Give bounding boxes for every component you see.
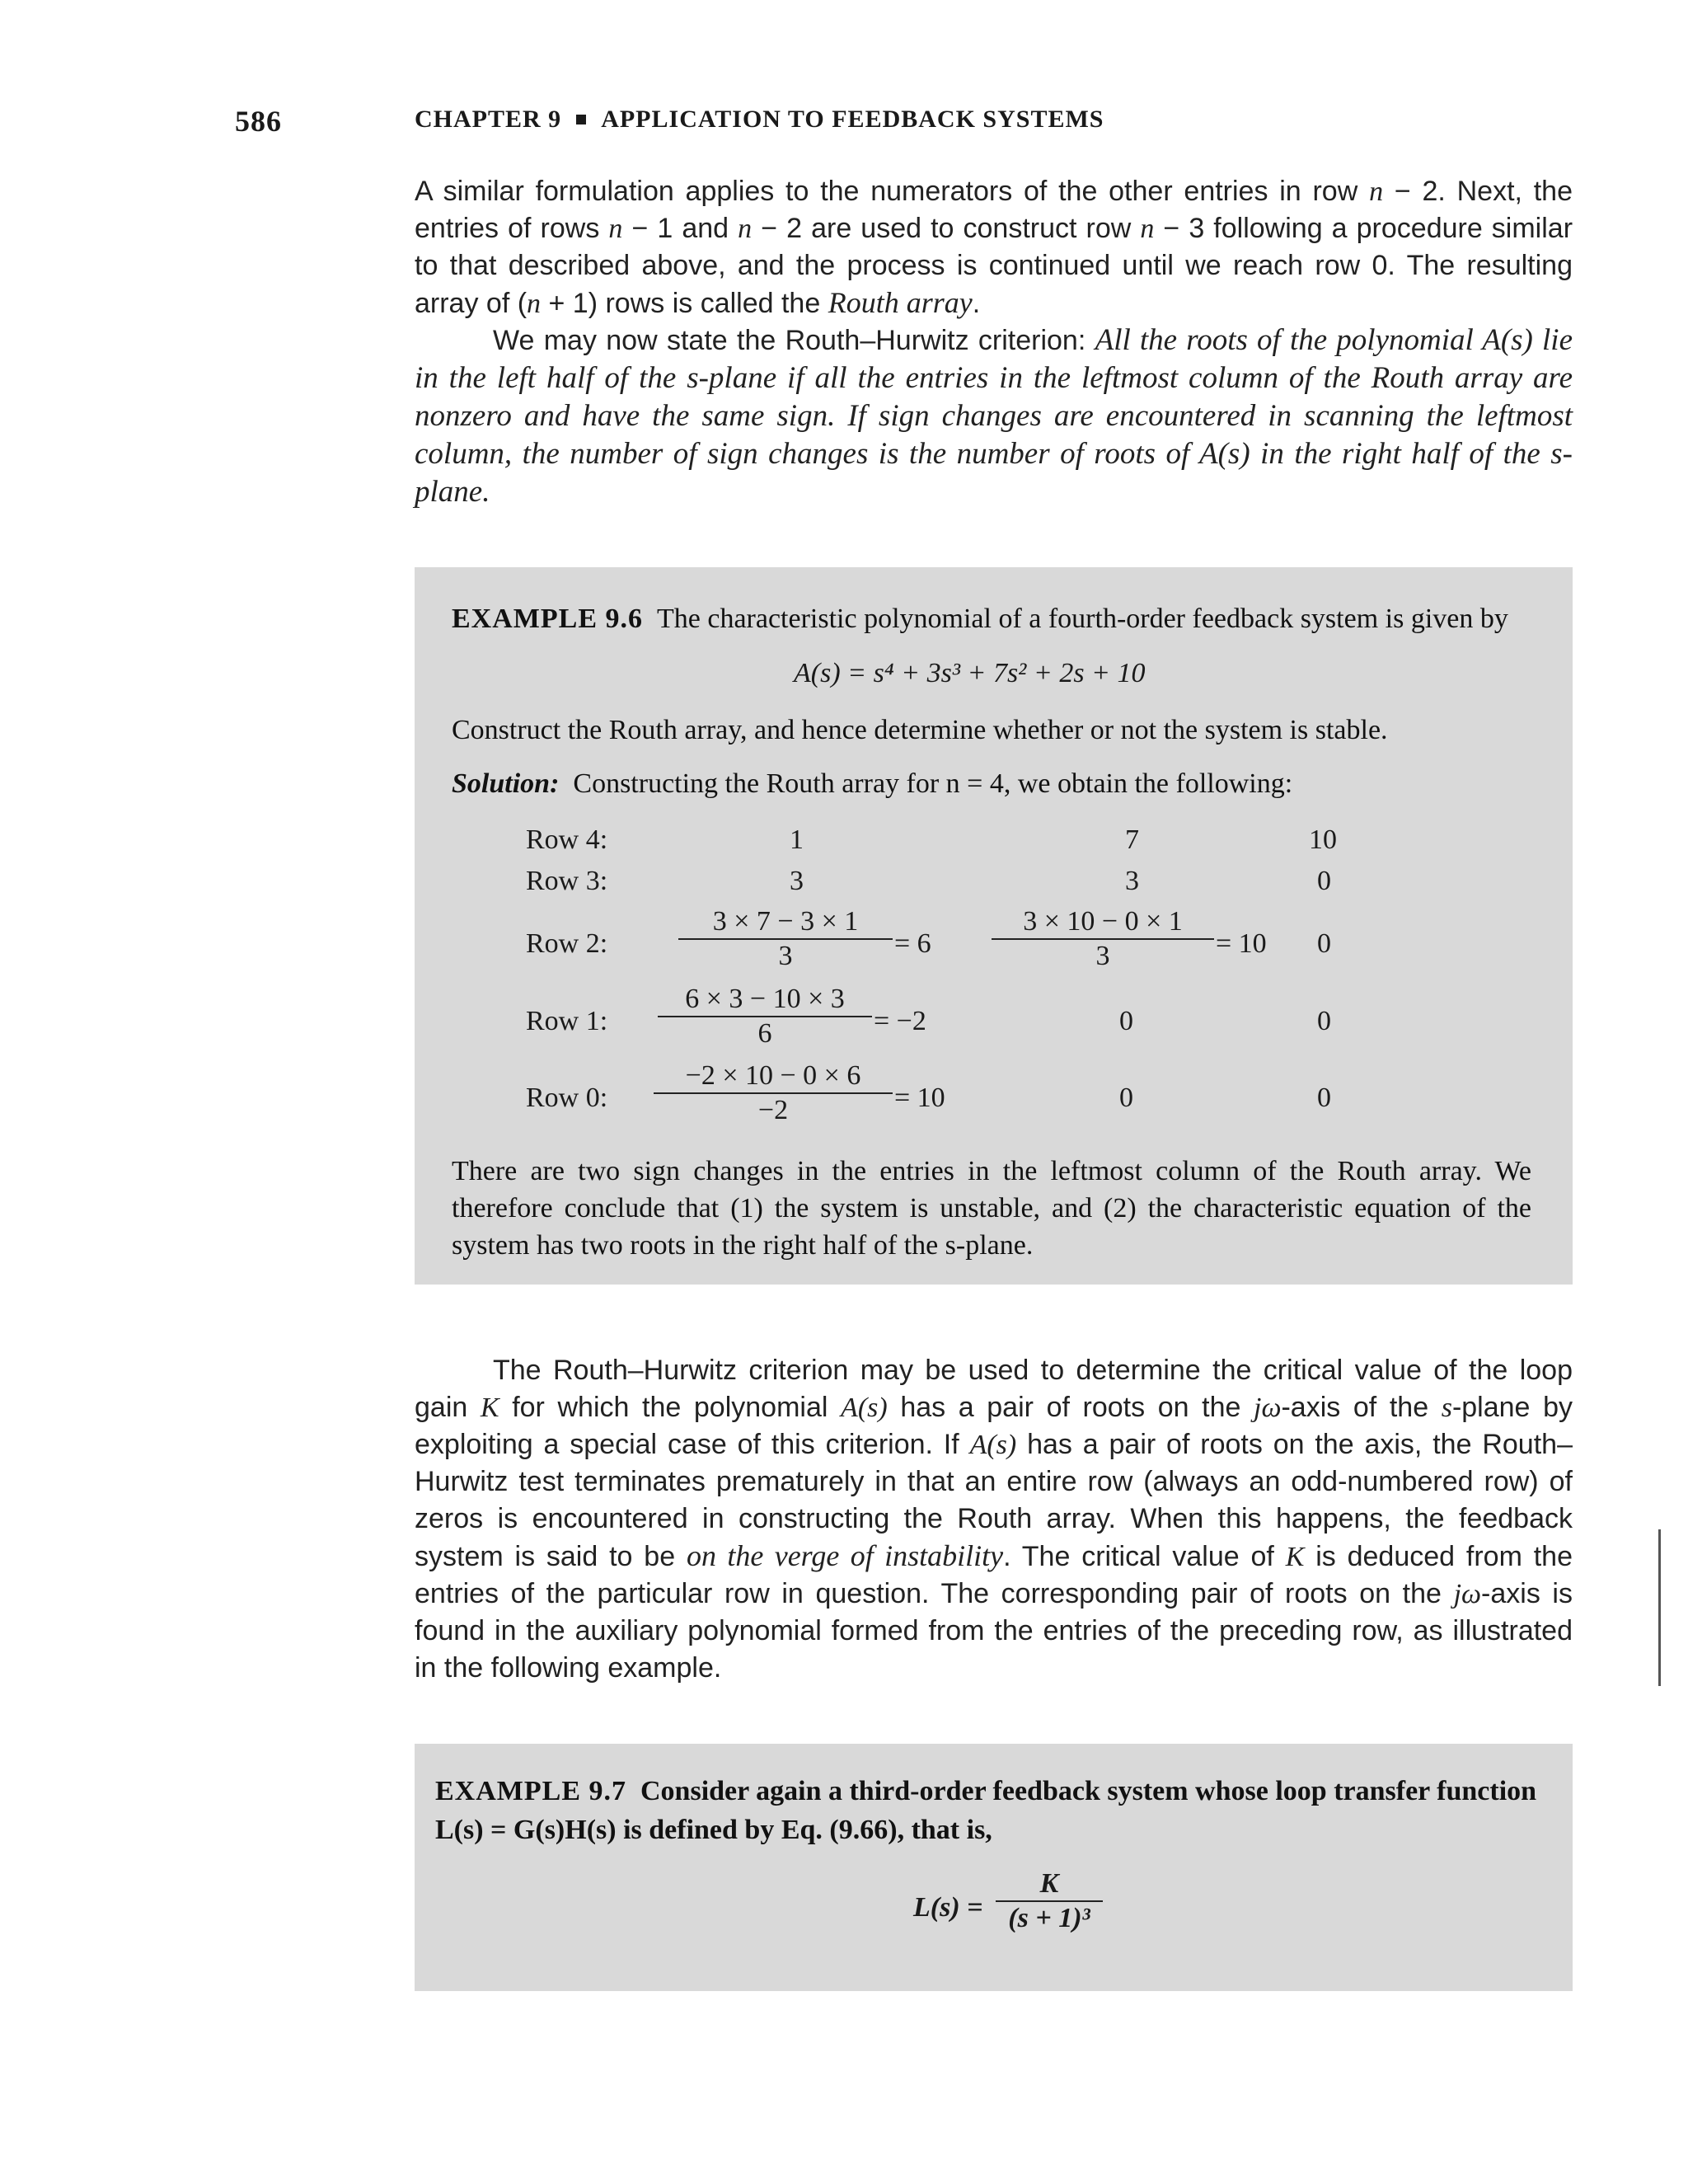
transfer-function-lhs: L(s) =: [913, 1892, 983, 1923]
paragraph-2: We may now state the Routh–Hurwitz criterion: All the roots of the polynomial A(s) lie in the left half of the s-plane if all the entries in the leftmost column of the Routh array are nonzero and have the same sign. If sign changes are encountered in scanning the leftmost column, the number of sign changes is the number of roots of A(s) in the right half of the s-plane.: [415, 323, 1573, 509]
row0-col1-fraction: $\frac{-2 \times 10 - 0 \times 6}{-2}$: [654, 1059, 893, 1127]
row2-col1-result: = 6: [894, 928, 931, 959]
solution-text: Constructing the Routh array for n = 4, we obtain the following:: [573, 768, 1293, 799]
example-9-7-box: [415, 1744, 1573, 1991]
bullet-separator: [576, 115, 586, 124]
example-9-6-intro: The characteristic polynomial of a fourth-order feedback system is given by: [657, 604, 1508, 634]
paragraph-1: A similar formulation applies to the numerators of the other entries in row n − 2. Next, the entries of rows n − 1 and n − 2 are used to construct row n − 3 following a procedure similar to that described above, and the process is continued until we reach row 0. The resulting array of (n + 1) rows is called the Routh array.: [415, 176, 1573, 319]
row3-col1: 3: [790, 866, 804, 896]
example-9-7-label: EXAMPLE 9.7: [435, 1776, 626, 1806]
row1-col3: 0: [1317, 1006, 1331, 1036]
polynomial: A(s) = s⁴ + 3s³ + 7s² + 2s + 10: [794, 658, 1146, 688]
row4-col1: 1: [790, 824, 804, 855]
row1-col1-result: = −2: [874, 1006, 926, 1036]
example-9-7-line1: Consider again a third-order feedback system whose loop transfer function: [640, 1776, 1537, 1806]
transfer-function-fraction: $\frac{K}{\text{(s + 1)³}}$: [996, 1867, 1103, 1935]
row-label: Row 3:: [526, 866, 608, 896]
page-number: 586: [235, 105, 282, 138]
row3-col3: 0: [1317, 866, 1331, 896]
row-label: Row 0:: [526, 1083, 608, 1113]
chapter-label: CHAPTER 9: [415, 106, 562, 133]
row3-col2: 3: [1125, 866, 1139, 896]
chapter-title: APPLICATION TO FEEDBACK SYSTEMS: [601, 106, 1104, 133]
example-9-6-conclusion: There are two sign changes in the entries in the leftmost column of the Routh array. We therefore conclude that (1) the system is unstable, and (2) the characteristic equation of the system has two roots in the right half of the s-plane.: [452, 1156, 1531, 1261]
paragraph-3: The Routh–Hurwitz criterion may be used to determine the critical value of the loop gain K for which the polynomial A(s) has a pair of roots on the jω-axis of the s-plane by exploiting a special case of this criterion. If A(s) has a pair of roots on the axis, the Routh–Hurwitz test terminates prematurely in that an entire row (always an odd-numbered row) of zeros is encountered in constructing the Routh array. When this happens, the feedback system is said to be on the verge of instability. The critical value of K is deduced from the entries of the particular row in question. The corresponding pair of roots on the jω-axis is found in the auxiliary polynomial formed from the entries of the preceding row, as illustrated in the following example.: [415, 1355, 1573, 1684]
row2-col2-result: = 10: [1216, 928, 1267, 959]
example-9-6-label: EXAMPLE 9.6: [452, 604, 643, 634]
row-label: Row 4:: [526, 824, 608, 855]
solution-label: Solution:: [452, 768, 560, 799]
row0-col1-result: = 10: [894, 1083, 945, 1113]
example-9-6-task: Construct the Routh array, and hence determine whether or not the system is stable.: [452, 715, 1388, 745]
example-9-7-line2: L(s) = G(s)H(s) is defined by Eq. (9.66), that is,: [435, 1815, 992, 1845]
scan-edge-line: [1658, 1529, 1661, 1686]
row1-col1-fraction: $\frac{6 \times 3 - 10 \times 3}{6}$: [658, 983, 872, 1050]
row0-col3: 0: [1317, 1083, 1331, 1113]
row1-col2: 0: [1119, 1006, 1133, 1036]
row4-col2: 7: [1125, 824, 1139, 855]
row4-col3: 10: [1309, 824, 1337, 855]
row2-col1-fraction: $\frac{3 \times 7 - 3 \times 1}{3}$: [678, 905, 893, 973]
row-label: Row 2:: [526, 928, 608, 959]
example-9-6-box: [415, 567, 1573, 1285]
row2-col2-fraction: $\frac{3 \times 10 - 0 \times 1}{3}$: [992, 905, 1214, 973]
row-label: Row 1:: [526, 1006, 608, 1036]
running-head: [415, 106, 1104, 134]
row0-col2: 0: [1119, 1083, 1133, 1113]
row2-col3: 0: [1317, 928, 1331, 959]
